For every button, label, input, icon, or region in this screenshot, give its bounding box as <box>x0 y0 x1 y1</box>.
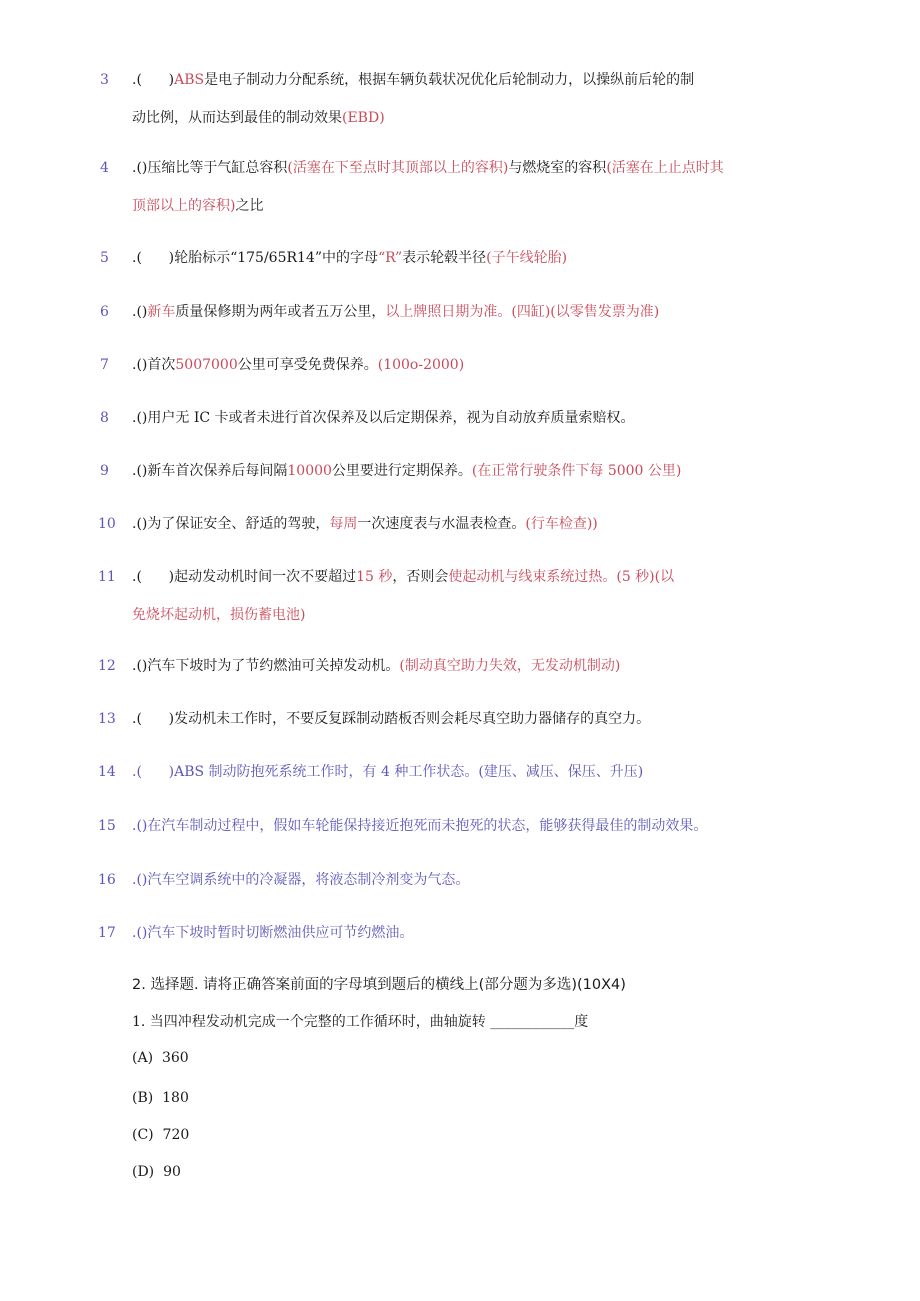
text-segment: .()在汽车制动过程中，假如车轮能保持接近抱死而未抱死的状态，能够获得最佳的制动效果。 <box>132 818 708 834</box>
question-13-line-1 <box>98 709 920 729</box>
question-16-line-1 <box>98 870 920 890</box>
option-value: 720 <box>162 1127 190 1143</box>
question-17-line-1 <box>98 923 920 943</box>
text-segment: .( <box>132 764 142 780</box>
text-segment: 以上牌照日期为准。(四缸)(以零售发票为准) <box>385 304 660 320</box>
text-segment: .()汽车下坡时为了节约燃油可关掉发动机。 <box>132 658 400 674</box>
question-number: 16 <box>98 872 116 888</box>
question-number: 3 <box>100 72 109 88</box>
option-label: (D) <box>132 1164 155 1180</box>
question-number: 5 <box>100 250 109 266</box>
text-segment: 公里要进行定期保养。 <box>331 463 472 479</box>
option-b <box>132 1088 920 1108</box>
question-3-line-1 <box>100 70 920 90</box>
option-value: 360 <box>161 1050 189 1066</box>
question-number: 4 <box>100 160 109 176</box>
text-segment: )发动机未工作时，不要反复踩制动踏板否则会耗尽真空助力器储存的真空力。 <box>141 711 651 727</box>
text-segment: (活塞在上止点时其 <box>606 160 724 176</box>
question-11-line-2 <box>132 605 920 625</box>
text-segment: (在正常行驶条件下每 5000 公里) <box>471 463 682 479</box>
text-segment: .( <box>132 569 142 585</box>
text-segment: .()用户无 IC 卡或者未进行首次保养及以后定期保养，视为自动放弃质量索赔权。 <box>132 410 635 426</box>
text-segment: (子午线轮胎) <box>486 250 568 266</box>
text-segment: .()新车首次保养后每间隔 <box>132 463 288 479</box>
text-segment: ) <box>141 72 175 88</box>
text-segment: 与燃烧室的容积 <box>508 160 607 176</box>
option-label: (C) <box>132 1127 154 1143</box>
question-15-line-1 <box>98 816 920 836</box>
text-segment: .() <box>132 304 148 320</box>
question-4-line-1 <box>100 158 920 178</box>
question-5-line-1 <box>100 248 920 268</box>
question-12-line-1 <box>98 656 920 676</box>
text-segment: .()为了保证安全、舒适的驾驶， <box>132 516 330 532</box>
text-segment: )起动发动机时间一次不要超过 <box>141 569 357 585</box>
question-number: 17 <box>98 925 116 941</box>
text-segment: 动比例，从而达到最佳的制动效果 <box>132 110 342 126</box>
text-segment: .()首次 <box>132 357 176 373</box>
text-segment: 表示轮毂半径 <box>402 250 487 266</box>
text-segment: 每周 <box>329 516 358 532</box>
text-segment: 使起动机与线束系统过热。(5 秒)(以 <box>448 569 675 585</box>
text-segment: 新车 <box>147 304 176 320</box>
question-8-line-1 <box>100 408 920 428</box>
text-segment: 10000 <box>287 463 332 479</box>
option-c <box>132 1125 920 1145</box>
question-4-line-2 <box>132 196 920 216</box>
text-segment: 一次速度表与水温表检查。 <box>357 516 526 532</box>
text-segment: ABS <box>174 72 205 88</box>
question-11-line-1 <box>98 567 920 587</box>
question-1: 1. 当四冲程发动机完成一个完整的工作循环时，曲轴旋转 ____________度 <box>132 1014 589 1030</box>
question-14-line-1 <box>98 762 920 782</box>
question-number: 14 <box>98 764 116 780</box>
option-value: 180 <box>162 1090 189 1106</box>
text-segment: (行车检查)) <box>525 516 598 532</box>
question-number: 7 <box>100 357 109 373</box>
text-segment: .( <box>132 250 142 266</box>
text-segment: (制动真空助力失效，无发动机制动) <box>399 658 621 674</box>
section-heading: 2. 选择题. 请将正确答案前面的字母填到题后的横线上(部分题为多选)(10X4) <box>132 977 626 993</box>
text-segment: (EBD) <box>342 110 385 126</box>
option-label: (A) <box>132 1050 154 1066</box>
text-segment: 顶部以上的容积) <box>132 198 236 214</box>
question-number: 8 <box>100 410 109 426</box>
text-segment: .( <box>132 711 142 727</box>
text-segment: 是电子制动力分配系统，根据车辆负载状况优化后轮制动力，以操纵前后轮的制 <box>204 72 695 88</box>
question-6-line-1 <box>100 302 920 322</box>
text-segment: .()压缩比等于气缸总容积 <box>132 160 288 176</box>
text-segment: 15 秒 <box>356 569 393 585</box>
question-10-line-1 <box>98 514 920 534</box>
question-number: 6 <box>100 304 109 320</box>
text-segment: 质量保修期为两年或者五万公里， <box>175 304 386 320</box>
text-segment: .()汽车空调系统中的冷凝器，将液态制冷剂变为气态。 <box>132 872 470 888</box>
text-segment: )ABS 制动防抱死系统工作时，有 4 种工作状态。(建压、减压、保压、升压) <box>141 764 644 780</box>
option-a <box>132 1048 920 1068</box>
option-label: (B) <box>132 1090 154 1106</box>
text-segment: )轮胎标示“175/65R14”中的字母 <box>141 250 379 266</box>
text-segment: “R” <box>378 250 403 266</box>
text-segment: 之比 <box>235 198 264 214</box>
question-number: 12 <box>98 658 116 674</box>
text-segment: .( <box>132 72 142 88</box>
question-number: 13 <box>98 711 116 727</box>
text-segment: 5007000 <box>175 357 238 373</box>
question-3-line-2 <box>132 108 920 128</box>
question-7-line-1 <box>100 355 920 375</box>
question-number: 11 <box>98 569 116 585</box>
question-number: 9 <box>100 463 109 479</box>
question-9-line-1 <box>100 461 920 481</box>
option-value: 90 <box>163 1164 181 1180</box>
text-segment: 公里可享受免费保养。 <box>237 357 378 373</box>
question-number: 10 <box>98 516 116 532</box>
question-number: 15 <box>98 818 116 834</box>
option-d <box>132 1162 920 1182</box>
text-segment: .()汽车下坡时暂时切断燃油供应可节约燃油。 <box>132 925 414 941</box>
text-segment: ，否则会 <box>392 569 449 585</box>
text-segment: (100o-2000) <box>377 357 465 373</box>
text-segment: (活塞在下至点时其顶部以上的容积) <box>287 160 509 176</box>
text-segment: 免烧坏起动机，损伤蓄电池) <box>132 607 306 623</box>
